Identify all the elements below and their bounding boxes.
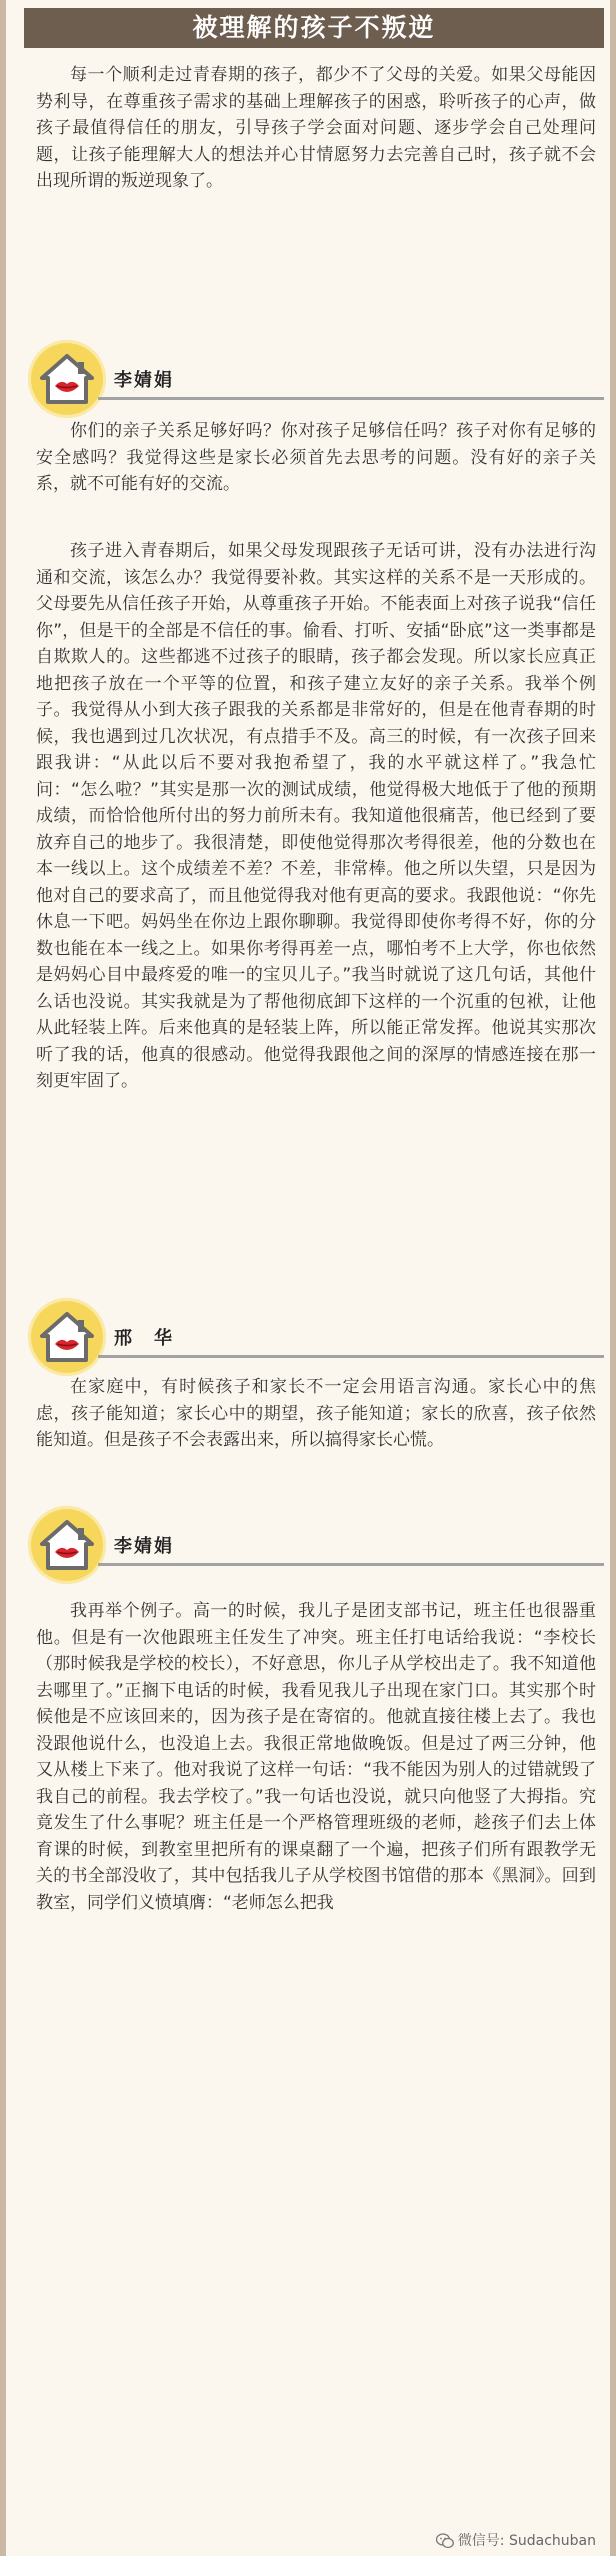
divider	[98, 1563, 604, 1566]
divider	[98, 397, 604, 400]
wechat-watermark	[436, 2530, 596, 2550]
article-page	[6, 0, 610, 2556]
paragraph: 孩子进入青春期后，如果父母发现跟孩子无话可讲，没有办法进行沟通和交流，该怎么办？我觉得要补救。其实这样的关系不是一天形成的。父母要先从信任孩子开始，从尊重孩子开始。不能表面上对孩子说我“信任你”，但是干的全部是不信任的事。偷看、打听、安插“卧底”这一类事都是自欺欺人的。这些都逃不过孩子的眼睛，孩子都会发现。所以家长应真正地把孩子放在一个平等的位置，和孩子建立友好的亲子关系。我举个例子。我觉得从小到大孩子跟我的关系都是非常好的，但是在他青春期的时候，我也遇到过几次状况，有点措手不及。高三的时候，有一次孩子回来跟我讲：“从此以后不要对我抱希望了，我的水平就这样了。”我急忙问：“怎么啦？”其实是那一次的测试成绩，他觉得极大地低于了他的预期成绩，而恰恰他所付出的努力前所未有。我知道他很痛苦，他已经到了要放弃自己的地步了。我很清楚，即使他觉得那次考得很差，他的分数也在本一线以上。这个成绩差不差？不差，非常棒。他之所以失望，只是因为他对自己的要求高了，而且他觉得我对他有更高的要求。我跟他说：“你先休息一下吧。妈妈坐在你边上跟你聊聊。我觉得即使你考得不好，你的分数也能在本一线之上。如果你考得再差一点，哪怕考不上大学，你也依然是妈妈心目中最疼爱的唯一的宝贝儿子。”我当时就说了这几句话，其他什么话也没说。其实我就是为了帮他彻底卸下这样的一个沉重的包袱，让他从此轻装上阵。后来他真的是轻装上阵，所以能正常发挥。他说其实那次听了我的话，他真的很感动。他觉得我跟他之间的深厚的情感连接在那一刻更牢固了。	[36, 541, 596, 1091]
article-title: 被理解的孩子不叛逆	[24, 8, 604, 48]
speaker-header	[28, 1298, 604, 1378]
paragraph: 你们的亲子关系足够好吗？你对孩子足够信任吗？孩子对你有足够的安全感吗？我觉得这些是家长必须首先去思考的问题。没有好的亲子关系，就不可能有好的交流。	[36, 421, 596, 494]
speaker-name: 邢 华	[114, 1328, 174, 1349]
paragraph: 在家庭中，有时候孩子和家长不一定会用语言沟通。家长心中的焦虑，孩子能知道；家长心中的期望，孩子能知道；家长的欣喜，孩子依然能知道。但是孩子不会表露出来，所以搞得家长心慌。	[36, 1377, 596, 1450]
speaker-header	[28, 340, 604, 420]
house-lips-icon	[28, 1506, 106, 1584]
speaker-name: 李婧娟	[114, 370, 174, 391]
intro-paragraph: 每一个顺利走过青春期的孩子，都少不了父母的关爱。如果父母能因势利导，在尊重孩子需求的基础上理解孩子的困惑，聆听孩子的心声，做孩子最值得信任的朋友，引导孩子学会面对问题、逐步学会自己处理问题，让孩子能理解大人的想法并心甘情愿努力去完善自己时，孩子就不会出现所谓的叛逆现象了。	[36, 65, 596, 191]
watermark-text: 微信号: Sudachuban	[457, 2533, 596, 2549]
house-lips-icon	[28, 340, 106, 418]
wechat-icon	[436, 2533, 454, 2549]
house-lips-icon	[28, 1298, 106, 1376]
speaker-header	[28, 1506, 604, 1586]
paragraph: 我再举个例子。高一的时候，我儿子是团支部书记，班主任也很器重他。但是有一次他跟班主任发生了冲突。班主任打电话给我说：“李校长（那时候我是学校的校长），不好意思，你儿子从学校出走了。我不知道他去哪里了。”正搁下电话的时候，我看见我儿子出现在家门口。其实那个时候他是不应该回来的，因为孩子是在寄宿的。他就直接往楼上去了。我也没跟他说什么，也没追上去。我很正常地做晚饭。但是过了两三分钟，他又从楼上下来了。他对我说了这样一句话：“我不能因为别人的过错就毁了我自己的前程。我去学校了。”我一句话也没说，就只向他竖了大拇指。究竟发生了什么事呢？班主任是一个严格管理班级的老师，趁孩子们去上体育课的时候，到教室里把所有的课桌翻了一个遍，把孩子们所有跟教学无关的书全部没收了，其中包括我儿子从学校图书馆借的那本《黑洞》。回到教室，同学们义愤填膺：“老师怎么把我	[36, 1601, 596, 1913]
divider	[98, 1355, 604, 1358]
speaker-name: 李婧娟	[114, 1536, 174, 1557]
